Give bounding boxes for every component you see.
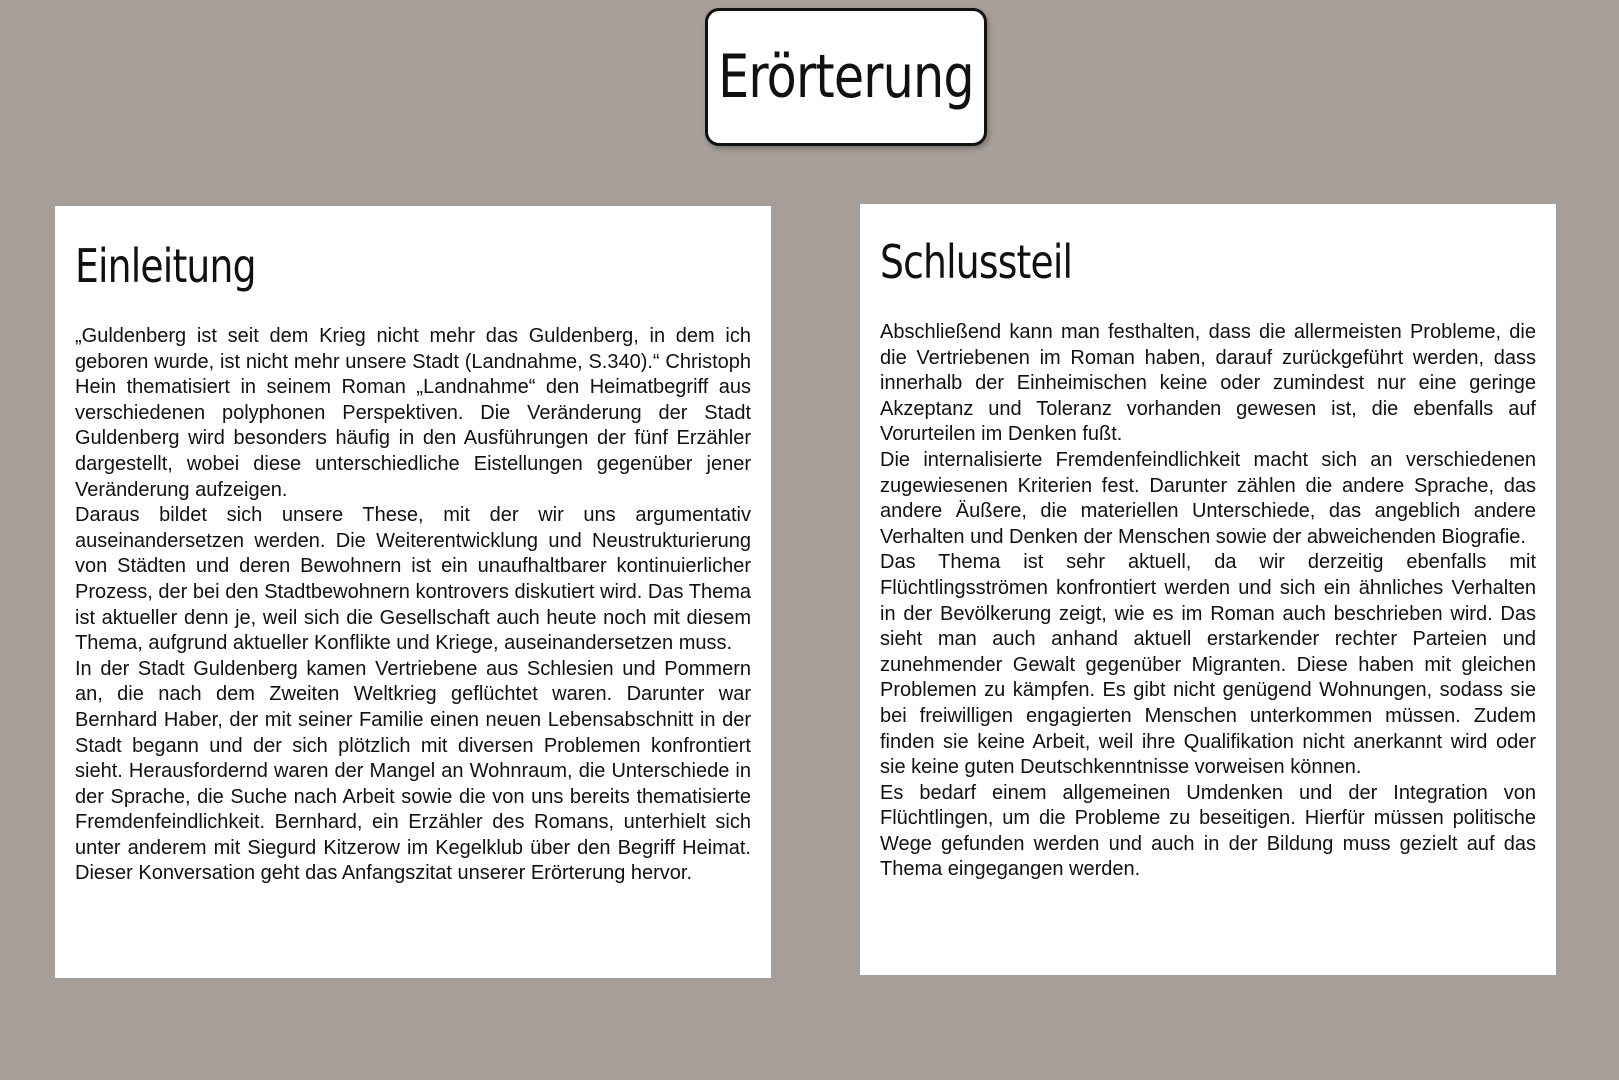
page-title: Erörterung bbox=[718, 42, 974, 112]
intro-body bbox=[75, 324, 751, 887]
conclusion-paragraph: Es bedarf einem allgemeinen Umdenken und der Integration von Flüchtlingen, um die Probleme zu beseitigen. Hierfür müssen politische Wege gefunden werden und auch in der Bildung muss gezielt auf das Thema eingegangen werden. bbox=[880, 781, 1536, 881]
conclusion-card bbox=[860, 204, 1556, 975]
intro-paragraph: Daraus bildet sich unsere These, mit der wir uns argumentativ auseinandersetzen werden. Die Weiterentwicklung und Neustrukturierung von Städten und deren Bewohnern ist ein unaufhaltbarer kontinuierlicher Prozess, der bei den Stadtbewohnern kontrovers diskutiert wird. Das Thema ist aktueller denn je, weil sich die Gesellschaft auch heute noch mit diesem Thema, aufgrund aktueller Konflikte und Kriege, auseinandersetzen muss. bbox=[75, 504, 751, 655]
title-card bbox=[705, 8, 987, 146]
conclusion-paragraph: Abschließend kann man festhalten, dass die allermeisten Probleme, die die Vertriebenen im Roman haben, darauf zurückgeführt werden, dass innerhalb der Einheimischen keine oder zumindest nur eine geringe Akzeptanz und Toleranz vorhanden gewesen ist, die ebenfalls auf Vorurteilen im Denken fußt. bbox=[880, 321, 1536, 446]
conclusion-paragraph: Die internalisierte Fremdenfeindlichkeit macht sich an verschiedenen zugewiesenen Kriterien fest. Darunter zählen die andere Sprache, das andere Äußere, die materiellen Unterschiede, das angeblich andere Verhalten und Denken der Menschen sowie der abweichenden Biografie. bbox=[880, 448, 1536, 548]
intro-paragraph: „Guldenberg ist seit dem Krieg nicht mehr das Guldenberg, in dem ich geboren wurde, ist nicht mehr unsere Stadt (Landnahme, S.340).“ Christoph Hein thematisiert in seinem Roman „Landnahme“ den Heimatbegriff aus verschiedenen polyphonen Perspektiven. Die Veränderung der Stadt Guldenberg wird besonders häufig in den Ausführungen der fünf Erzähler dargestellt, wobei diese unterschiedliche Eistellungen gegenüber jener Veränderung aufzeigen. bbox=[75, 325, 751, 501]
conclusion-paragraph: Das Thema ist sehr aktuell, da wir derzeitig ebenfalls mit Flüchtlingsströmen konfrontiert werden und sich ein ähnliches Verhalten in der Bevölkerung zeigt, wie es im Roman auch beschrieben wird. Das sieht man auch anhand aktuell erstarkender rechter Parteien und zunehmender Gewalt gegenüber Migranten. Diese haben mit gleichen Problemen zu kämpfen. Es gibt nicht genügend Wohnungen, sodass sie bei freiwilligen engagierten Menschen unterkommen müssen. Zudem finden sie keine Arbeit, weil ihre Qualifikation nicht anerkannt wird oder sie keine guten Deutschkenntnisse vorweisen können. bbox=[880, 551, 1536, 779]
conclusion-heading: Schlussteil bbox=[880, 235, 1073, 289]
intro-card bbox=[55, 206, 771, 978]
intro-heading: Einleitung bbox=[75, 239, 256, 293]
intro-paragraph: In der Stadt Guldenberg kamen Vertriebene aus Schlesien und Pommern an, die nach dem Zweiten Weltkrieg geflüchtet waren. Darunter war Bernhard Haber, der mit seiner Familie einen neuen Lebensabschnitt in der Stadt begann und der sich plötzlich mit diversen Problemen konfrontiert sieht. Herausfordernd waren der Mangel an Wohnraum, die Unterschiede in der Sprache, die Suche nach Arbeit sowie die von uns bereits thematisierte Fremdenfeindlichkeit. Bernhard, ein Erzähler des Romans, unterhielt sich unter anderem mit Siegurd Kitzerow im Kegelklub über den Begriff Heimat. Dieser Konversation geht das Anfangszitat unserer Erörterung hervor. bbox=[75, 657, 751, 885]
conclusion-body bbox=[880, 320, 1536, 883]
